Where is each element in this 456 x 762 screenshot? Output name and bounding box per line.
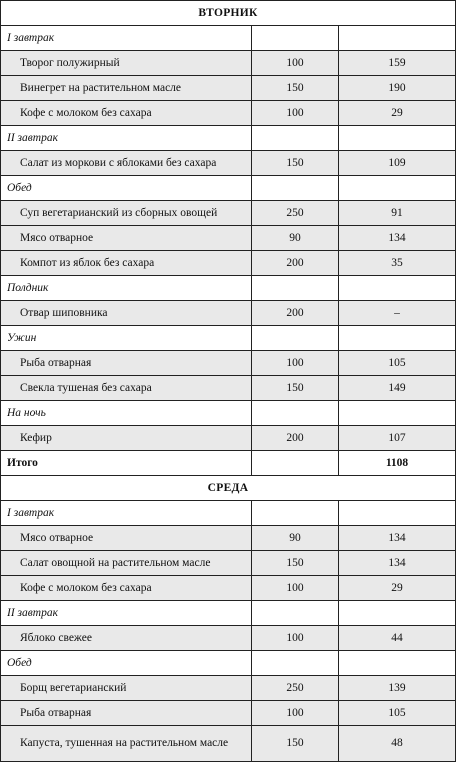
total-label: Итого <box>1 451 252 476</box>
dish-row <box>1 76 456 101</box>
dish-row <box>1 351 456 376</box>
dish-name: Суп вегетарианский из сборных овощей <box>1 201 252 226</box>
dish-weight: 90 <box>252 526 339 551</box>
dish-name: Капуста, тушенная на растительном масле <box>1 726 252 762</box>
meal-heading-row <box>1 126 456 151</box>
total-row <box>1 451 456 476</box>
empty-cell <box>339 601 456 626</box>
dish-weight: 250 <box>252 201 339 226</box>
dish-name: Компот из яблок без сахара <box>1 251 252 276</box>
empty-cell <box>339 501 456 526</box>
meal-heading-row <box>1 26 456 51</box>
dish-weight: 150 <box>252 76 339 101</box>
meal-heading-row <box>1 401 456 426</box>
empty-cell <box>252 326 339 351</box>
dish-name: Салат из моркови с яблоками без сахара <box>1 151 252 176</box>
meal-heading-row <box>1 601 456 626</box>
dish-row <box>1 426 456 451</box>
dish-weight: 150 <box>252 726 339 762</box>
meal-heading-row <box>1 326 456 351</box>
empty-cell <box>339 651 456 676</box>
dish-kcal: 44 <box>339 626 456 651</box>
dish-kcal: 159 <box>339 51 456 76</box>
dish-name: Кофе с молоком без сахара <box>1 576 252 601</box>
dish-name: Яблоко свежее <box>1 626 252 651</box>
dish-name: Винегрет на растительном масле <box>1 76 252 101</box>
dish-row <box>1 301 456 326</box>
dish-weight: 150 <box>252 376 339 401</box>
dish-weight: 100 <box>252 576 339 601</box>
dish-row <box>1 226 456 251</box>
dish-weight: 100 <box>252 101 339 126</box>
empty-cell <box>252 401 339 426</box>
dish-weight: 150 <box>252 551 339 576</box>
dish-name: Кофе с молоком без сахара <box>1 101 252 126</box>
dish-weight: 250 <box>252 676 339 701</box>
empty-cell <box>252 126 339 151</box>
empty-cell <box>252 26 339 51</box>
empty-cell <box>252 176 339 201</box>
dish-kcal: 105 <box>339 701 456 726</box>
dish-kcal: 134 <box>339 551 456 576</box>
empty-cell <box>339 26 456 51</box>
meal-name: II завтрак <box>1 601 252 626</box>
dish-name: Мясо отварное <box>1 226 252 251</box>
empty-cell <box>252 651 339 676</box>
dish-kcal: 48 <box>339 726 456 762</box>
empty-cell <box>339 276 456 301</box>
meal-name: Обед <box>1 176 252 201</box>
meal-heading-row <box>1 651 456 676</box>
dish-row <box>1 526 456 551</box>
empty-cell <box>252 601 339 626</box>
dish-name: Кефир <box>1 426 252 451</box>
total-weight <box>252 451 339 476</box>
dish-row <box>1 676 456 701</box>
meal-name: I завтрак <box>1 501 252 526</box>
dish-row <box>1 576 456 601</box>
dish-kcal: 91 <box>339 201 456 226</box>
dish-weight: 90 <box>252 226 339 251</box>
empty-cell <box>339 401 456 426</box>
dish-name: Рыба отварная <box>1 701 252 726</box>
dish-weight: 100 <box>252 351 339 376</box>
empty-cell <box>252 501 339 526</box>
dish-name: Творог полужирный <box>1 51 252 76</box>
meal-name: I завтрак <box>1 26 252 51</box>
dish-name: Борщ вегетарианский <box>1 676 252 701</box>
dish-weight: 200 <box>252 251 339 276</box>
dish-row <box>1 201 456 226</box>
dish-row <box>1 626 456 651</box>
dish-kcal: 134 <box>339 226 456 251</box>
empty-cell <box>339 126 456 151</box>
dish-kcal: 134 <box>339 526 456 551</box>
dish-kcal: 107 <box>339 426 456 451</box>
meal-name: II завтрак <box>1 126 252 151</box>
dish-name: Салат овощной на растительном масле <box>1 551 252 576</box>
meal-heading-row <box>1 501 456 526</box>
dish-kcal: 139 <box>339 676 456 701</box>
empty-cell <box>339 326 456 351</box>
dish-weight: 100 <box>252 701 339 726</box>
total-kcal: 1108 <box>339 451 456 476</box>
dish-weight: 200 <box>252 426 339 451</box>
day-header-row <box>1 476 456 501</box>
dish-kcal: 149 <box>339 376 456 401</box>
day-title: ВТОРНИК <box>1 1 456 26</box>
dish-name: Мясо отварное <box>1 526 252 551</box>
dish-kcal: 35 <box>339 251 456 276</box>
meal-name: Обед <box>1 651 252 676</box>
dish-row <box>1 701 456 726</box>
dish-name: Свекла тушеная без сахара <box>1 376 252 401</box>
empty-cell <box>252 276 339 301</box>
meal-heading-row <box>1 176 456 201</box>
dish-kcal: 105 <box>339 351 456 376</box>
dish-kcal: 190 <box>339 76 456 101</box>
empty-cell <box>339 176 456 201</box>
day-header-row <box>1 1 456 26</box>
dish-row <box>1 726 456 762</box>
dish-row <box>1 151 456 176</box>
dish-kcal: – <box>339 301 456 326</box>
dish-row <box>1 551 456 576</box>
dish-row <box>1 101 456 126</box>
dish-weight: 200 <box>252 301 339 326</box>
dish-weight: 100 <box>252 626 339 651</box>
dish-kcal: 29 <box>339 576 456 601</box>
meal-name: На ночь <box>1 401 252 426</box>
dish-kcal: 109 <box>339 151 456 176</box>
dish-name: Рыба отварная <box>1 351 252 376</box>
menu-table-body <box>1 1 456 762</box>
dish-weight: 150 <box>252 151 339 176</box>
dish-row <box>1 51 456 76</box>
dish-kcal: 29 <box>339 101 456 126</box>
meal-name: Ужин <box>1 326 252 351</box>
dish-row <box>1 251 456 276</box>
meal-heading-row <box>1 276 456 301</box>
meal-name: Полдник <box>1 276 252 301</box>
dish-weight: 100 <box>252 51 339 76</box>
dish-name: Отвар шиповника <box>1 301 252 326</box>
day-title: СРЕДА <box>1 476 456 501</box>
dish-row <box>1 376 456 401</box>
